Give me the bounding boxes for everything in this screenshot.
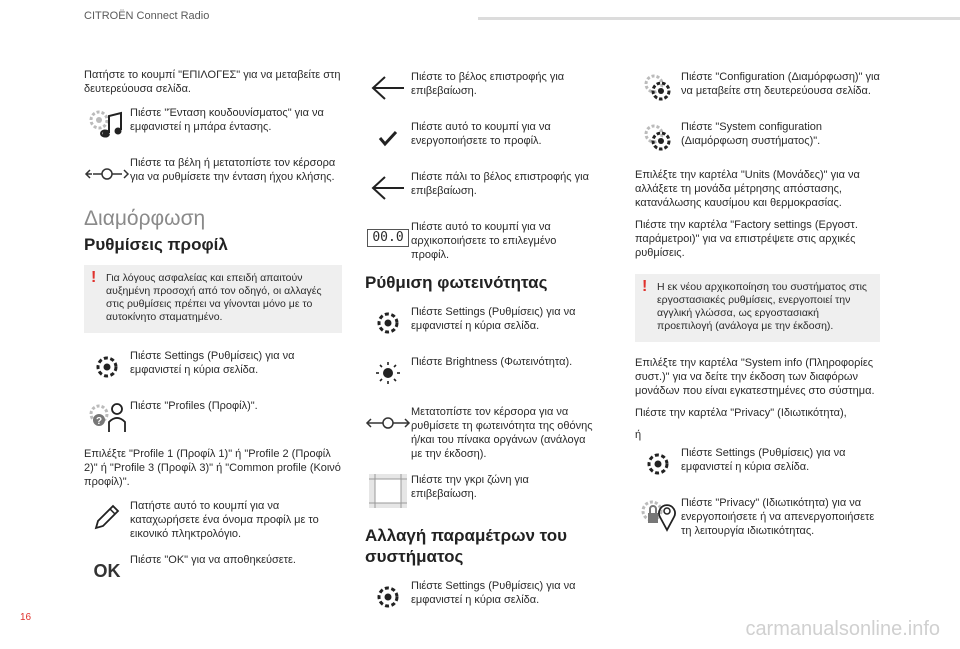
paragraph: Επιλέξτε την καρτέλα "System info (Πληροφορίες συστ.)" για να δείτε την έκδοση των διαφόρων μονάδων που είναι εγκατεστημένες στο σύστημα. bbox=[635, 357, 875, 397]
instruction-text: Πιέστε Settings (Ρυθμίσεις) για να εμφανιστεί η κύρια σελίδα. bbox=[681, 447, 846, 473]
instruction-row bbox=[84, 497, 342, 541]
column-2 bbox=[365, 68, 595, 627]
instruction-text: Πιέστε "OK" για να αποθηκεύσετε. bbox=[130, 554, 296, 566]
grey-zone-icon bbox=[365, 471, 411, 511]
instruction-row bbox=[365, 353, 595, 393]
page-header: CITROËN Connect Radio bbox=[84, 10, 210, 22]
instruction-text: Πιέστε το βέλος επιστροφής για επιβεβαίωση. bbox=[411, 71, 565, 97]
instruction-text: Πιέστε πάλι το βέλος επιστροφής για επιβεβαίωση. bbox=[411, 171, 589, 197]
warning-text: Για λόγους ασφαλείας και επειδή απαιτούν αυξημένη προσοχή από τον οδηγό, οι αλλαγές στις ρυθμίσεις πρέπει να γίνονται μόνο με το αυτοκίνητο σταματημένο. bbox=[106, 272, 322, 323]
instruction-text: Πιέστε Settings (Ρυθμίσεις) για να εμφανιστεί η κύρια σελίδα. bbox=[411, 580, 576, 606]
arrows-cursor-icon bbox=[84, 154, 130, 194]
instruction-text: Πιέστε αυτό το κουμπί για να ενεργοποιήσετε το προφίλ. bbox=[411, 121, 551, 147]
page-number: 16 bbox=[20, 612, 32, 623]
gear-lock-icon bbox=[635, 494, 681, 534]
instruction-row bbox=[84, 397, 342, 437]
instruction-row bbox=[365, 403, 595, 461]
instruction-text: Πιέστε "System configuration (Διαμόρφωση συστήματος)". bbox=[681, 121, 823, 147]
instruction-text: Πιέστε τα βέλη ή μετατοπίστε τον κέρσορα για να ρυθμίσετε την ένταση ήχου κλήσης. bbox=[130, 157, 336, 183]
gear-icon bbox=[365, 577, 411, 617]
reset-counter-icon bbox=[365, 218, 411, 258]
back-arrow-icon bbox=[365, 68, 411, 108]
paragraph: Πιέστε την καρτέλα "Privacy" (Ιδιωτικότητα), bbox=[635, 407, 847, 419]
pencil-icon bbox=[84, 497, 130, 537]
reset-label: 00.0 bbox=[367, 229, 408, 247]
ok-icon bbox=[84, 551, 130, 591]
paragraph: Πατήστε το κουμπί "ΕΠΙΛΟΓΕΣ" για να μεταβείτε στη δευτερεύουσα σελίδα. bbox=[84, 69, 341, 95]
ok-label: OK bbox=[93, 561, 121, 581]
header-rule bbox=[478, 17, 960, 20]
watermark: carmanualsonline.info bbox=[745, 618, 940, 640]
back-arrow-icon bbox=[365, 168, 411, 208]
instruction-text: Πιέστε "Profiles (Προφίλ)". bbox=[130, 400, 258, 412]
subsection-heading: Ρυθμίσεις προφίλ bbox=[84, 235, 228, 254]
instruction-text: Πιέστε "Privacy" (Ιδιωτικότητα) για να ενεργοποιήσετε ή να απενεργοποιήσετε τη λειτουργία ιδιωτικότητας. bbox=[681, 497, 875, 537]
instruction-row bbox=[365, 118, 595, 158]
checkmark-icon bbox=[365, 118, 411, 158]
warning-note bbox=[84, 265, 342, 333]
instruction-row bbox=[365, 303, 595, 343]
gear-icon bbox=[84, 347, 130, 387]
instruction-text: Πιέστε Settings (Ρυθμίσεις) για να εμφανιστεί η κύρια σελίδα. bbox=[130, 350, 295, 376]
warning-note bbox=[635, 274, 880, 342]
instruction-text: Πιέστε "Configuration (Διαμόρφωση)" για να μεταβείτε στη δευτερεύουσα σελίδα. bbox=[681, 71, 880, 97]
instruction-row bbox=[84, 104, 342, 144]
section-title: Διαμόρφωση bbox=[84, 207, 206, 230]
instruction-row bbox=[635, 68, 880, 108]
column-3 bbox=[635, 68, 880, 548]
warning-icon: ! bbox=[642, 278, 648, 295]
paragraph: Πιέστε την καρτέλα "Factory settings (Εργοστ. παράμετροι)" για να επιστρέψετε στις αρχικές ρυθμίσεις. bbox=[635, 219, 858, 259]
warning-icon: ! bbox=[91, 269, 97, 286]
subsection-heading: Ρύθμιση φωτεινότητας bbox=[365, 273, 548, 292]
gear-icon bbox=[635, 444, 681, 484]
instruction-row bbox=[365, 471, 595, 511]
gear-note-icon bbox=[84, 104, 130, 144]
svg-text:?: ? bbox=[96, 416, 103, 427]
gear-question-user-icon bbox=[84, 397, 130, 437]
instruction-row bbox=[365, 218, 595, 262]
instruction-row bbox=[365, 577, 595, 617]
column-1 bbox=[84, 68, 342, 601]
instruction-text: Μετατοπίστε τον κέρσορα για να ρυθμίσετε τη φωτεινότητα της οθόνης ή/και του πίνακα οργάνων (ανάλογα με την έκδοση). bbox=[411, 406, 593, 460]
instruction-text: Πατήστε αυτό το κουμπί για να καταχωρήσετε ένα όνομα προφίλ με το εικονικό πληκτρολόγιο. bbox=[130, 500, 319, 540]
paragraph: Επιλέξτε την καρτέλα "Units (Μονάδες)" για να αλλάξετε τη μονάδα μέτρησης απόστασης, κατανάλωσης καυσίμου και θερμοκρασίας. bbox=[635, 169, 860, 209]
gear-configuration-icon bbox=[635, 118, 681, 158]
subsection-heading: Αλλαγή παραμέτρων του συστήματος bbox=[365, 526, 568, 566]
instruction-row bbox=[84, 551, 342, 591]
instruction-row bbox=[365, 68, 595, 108]
brightness-icon bbox=[365, 353, 411, 393]
gear-configuration-icon bbox=[635, 68, 681, 108]
paragraph: Επιλέξτε "Profile 1 (Προφίλ 1)" ή "Profile 2 (Προφίλ 2)" ή "Profile 3 (Προφίλ 3)" ή "Common profile (Κοινό προφίλ)". bbox=[84, 448, 341, 488]
instruction-row bbox=[84, 154, 342, 194]
instruction-text: Πιέστε "Ένταση κουδουνίσματος" για να εμφανιστεί η μπάρα έντασης. bbox=[130, 107, 324, 133]
instruction-text: Πιέστε Settings (Ρυθμίσεις) για να εμφανιστεί η κύρια σελίδα. bbox=[411, 306, 576, 332]
instruction-text: Πιέστε Brightness (Φωτεινότητα). bbox=[411, 356, 573, 368]
gear-icon bbox=[365, 303, 411, 343]
instruction-text: Πιέστε αυτό το κουμπί για να αρχικοποιήσετε το επιλεγμένο προφίλ. bbox=[411, 221, 557, 261]
instruction-row bbox=[84, 347, 342, 387]
warning-text: Η εκ νέου αρχικοποίηση του συστήματος στις εργοστασιακές ρυθμίσεις, ενεργοποιεί την αγγλική γλώσσα, ως εργοστασιακή προεπιλογή (ανάλογα με την έκδοση). bbox=[657, 281, 867, 332]
instruction-row bbox=[635, 118, 880, 158]
instruction-row bbox=[635, 494, 880, 538]
instruction-text: Πιέστε την γκρι ζώνη για επιβεβαίωση. bbox=[411, 474, 529, 500]
instruction-row bbox=[635, 444, 880, 484]
instruction-row bbox=[365, 168, 595, 208]
arrows-cursor-icon bbox=[365, 403, 411, 443]
paragraph: ή bbox=[635, 429, 642, 441]
